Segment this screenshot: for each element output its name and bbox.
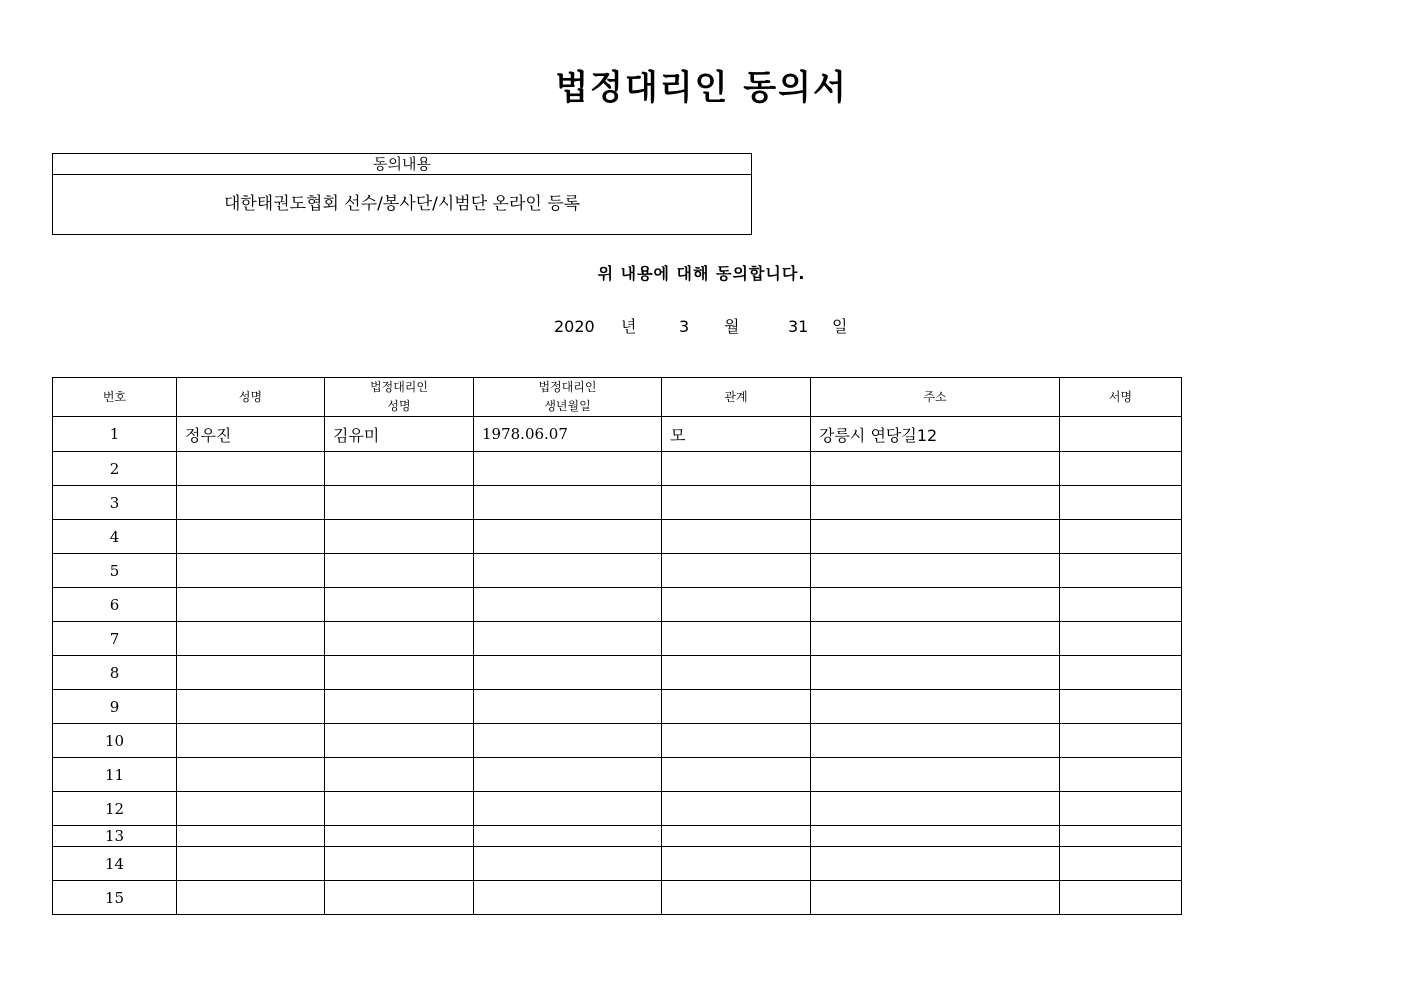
cell-signature bbox=[1060, 452, 1182, 486]
cell-guardian-name bbox=[325, 847, 474, 881]
cell-address bbox=[811, 656, 1060, 690]
cell-guardian-name bbox=[325, 554, 474, 588]
consent-header: 동의내용 bbox=[53, 154, 751, 175]
cell-no: 13 bbox=[53, 826, 177, 847]
cell-guardian-name bbox=[325, 826, 474, 847]
cell-address bbox=[811, 452, 1060, 486]
guardian-table bbox=[52, 377, 1182, 915]
cell-guardian-name bbox=[325, 656, 474, 690]
cell-name bbox=[177, 520, 325, 554]
cell-name bbox=[177, 656, 325, 690]
cell-name bbox=[177, 847, 325, 881]
cell-signature bbox=[1060, 690, 1182, 724]
cell-name bbox=[177, 792, 325, 826]
cell-guardian-birth bbox=[474, 520, 662, 554]
cell-no: 9 bbox=[53, 690, 177, 724]
cell-relation bbox=[662, 520, 811, 554]
table-row bbox=[53, 417, 1182, 452]
cell-name bbox=[177, 881, 325, 915]
cell-guardian-name bbox=[325, 486, 474, 520]
header-guardian-birth-line1: 법정대리인 bbox=[538, 380, 597, 394]
cell-signature bbox=[1060, 847, 1182, 881]
cell-relation bbox=[662, 690, 811, 724]
header-guardian-birth-line2: 생년월일 bbox=[544, 399, 591, 413]
header-name: 성명 bbox=[177, 378, 325, 417]
cell-address bbox=[811, 520, 1060, 554]
cell-name bbox=[177, 690, 325, 724]
cell-signature bbox=[1060, 554, 1182, 588]
cell-relation bbox=[662, 588, 811, 622]
cell-no: 3 bbox=[53, 486, 177, 520]
table-row bbox=[53, 847, 1182, 881]
cell-no: 2 bbox=[53, 452, 177, 486]
cell-no: 15 bbox=[53, 881, 177, 915]
cell-guardian-name bbox=[325, 690, 474, 724]
table-row bbox=[53, 656, 1182, 690]
cell-relation bbox=[662, 847, 811, 881]
cell-name bbox=[177, 758, 325, 792]
cell-name bbox=[177, 724, 325, 758]
cell-relation bbox=[662, 486, 811, 520]
table-row bbox=[53, 520, 1182, 554]
cell-relation bbox=[662, 792, 811, 826]
cell-relation bbox=[662, 656, 811, 690]
cell-address bbox=[811, 826, 1060, 847]
cell-signature bbox=[1060, 656, 1182, 690]
cell-relation: 모 bbox=[662, 417, 811, 452]
table-row bbox=[53, 758, 1182, 792]
cell-address bbox=[811, 690, 1060, 724]
cell-address: 강릉시 연당길12 bbox=[811, 417, 1060, 452]
cell-guardian-birth bbox=[474, 588, 662, 622]
cell-address bbox=[811, 588, 1060, 622]
table-row bbox=[53, 588, 1182, 622]
cell-guardian-birth: 1978.06.07 bbox=[474, 417, 662, 452]
table-row bbox=[53, 452, 1182, 486]
cell-signature bbox=[1060, 792, 1182, 826]
table-row bbox=[53, 690, 1182, 724]
header-guardian-name-line1: 법정대리인 bbox=[370, 380, 428, 394]
cell-guardian-birth bbox=[474, 486, 662, 520]
cell-guardian-birth bbox=[474, 690, 662, 724]
cell-name bbox=[177, 588, 325, 622]
table-row bbox=[53, 486, 1182, 520]
cell-guardian-birth bbox=[474, 656, 662, 690]
cell-guardian-birth bbox=[474, 554, 662, 588]
header-no: 번호 bbox=[53, 378, 177, 417]
cell-no: 14 bbox=[53, 847, 177, 881]
cell-guardian-birth bbox=[474, 724, 662, 758]
cell-address bbox=[811, 792, 1060, 826]
cell-no: 10 bbox=[53, 724, 177, 758]
cell-name bbox=[177, 826, 325, 847]
header-address: 주소 bbox=[811, 378, 1060, 417]
cell-no: 8 bbox=[53, 656, 177, 690]
cell-relation bbox=[662, 881, 811, 915]
cell-relation bbox=[662, 622, 811, 656]
cell-guardian-name bbox=[325, 881, 474, 915]
cell-signature bbox=[1060, 417, 1182, 452]
cell-name bbox=[177, 622, 325, 656]
cell-signature bbox=[1060, 622, 1182, 656]
cell-no: 6 bbox=[53, 588, 177, 622]
cell-signature bbox=[1060, 826, 1182, 847]
cell-guardian-birth bbox=[474, 792, 662, 826]
cell-signature bbox=[1060, 588, 1182, 622]
cell-no: 12 bbox=[53, 792, 177, 826]
cell-guardian-name bbox=[325, 520, 474, 554]
cell-signature bbox=[1060, 881, 1182, 915]
date-day-unit: 일 bbox=[832, 317, 848, 336]
cell-guardian-name bbox=[325, 622, 474, 656]
consent-content: 대한태권도협회 선수/봉사단/시범단 온라인 등록 bbox=[223, 194, 581, 214]
cell-signature bbox=[1060, 520, 1182, 554]
table-row bbox=[53, 622, 1182, 656]
cell-guardian-birth bbox=[474, 452, 662, 486]
cell-guardian-birth bbox=[474, 758, 662, 792]
cell-guardian-birth bbox=[474, 881, 662, 915]
cell-signature bbox=[1060, 486, 1182, 520]
cell-name: 정우진 bbox=[177, 417, 325, 452]
cell-no: 4 bbox=[53, 520, 177, 554]
cell-no: 1 bbox=[53, 417, 177, 452]
date-year: 2020 bbox=[554, 317, 595, 336]
cell-no: 11 bbox=[53, 758, 177, 792]
header-guardian-birth bbox=[474, 378, 662, 417]
cell-address bbox=[811, 758, 1060, 792]
cell-no: 5 bbox=[53, 554, 177, 588]
table-header-row bbox=[53, 378, 1182, 417]
cell-address bbox=[811, 622, 1060, 656]
cell-address bbox=[811, 724, 1060, 758]
date-month: 3 bbox=[679, 317, 690, 336]
cell-relation bbox=[662, 758, 811, 792]
cell-guardian-birth bbox=[474, 847, 662, 881]
cell-guardian-birth bbox=[474, 622, 662, 656]
header-guardian-name-line2: 성명 bbox=[387, 399, 411, 413]
date-day: 31 bbox=[788, 317, 809, 336]
cell-address bbox=[811, 486, 1060, 520]
cell-relation bbox=[662, 826, 811, 847]
cell-name bbox=[177, 452, 325, 486]
cell-address bbox=[811, 847, 1060, 881]
table-row bbox=[53, 724, 1182, 758]
document-title: 법정대리인 동의서 bbox=[555, 68, 848, 108]
table-row bbox=[53, 554, 1182, 588]
cell-guardian-name bbox=[325, 724, 474, 758]
table-row bbox=[53, 826, 1182, 847]
date-year-unit: 년 bbox=[621, 317, 637, 336]
table-row bbox=[53, 881, 1182, 915]
cell-guardian-name: 김유미 bbox=[325, 417, 474, 452]
cell-name bbox=[177, 486, 325, 520]
cell-relation bbox=[662, 554, 811, 588]
cell-guardian-birth bbox=[474, 826, 662, 847]
cell-guardian-name bbox=[325, 452, 474, 486]
cell-relation bbox=[662, 724, 811, 758]
cell-relation bbox=[662, 452, 811, 486]
cell-address bbox=[811, 554, 1060, 588]
consent-box bbox=[52, 153, 752, 235]
date-month-unit: 월 bbox=[724, 317, 740, 336]
cell-signature bbox=[1060, 758, 1182, 792]
table-row bbox=[53, 792, 1182, 826]
cell-signature bbox=[1060, 724, 1182, 758]
cell-guardian-name bbox=[325, 588, 474, 622]
agreement-statement: 위 내용에 대해 동의합니다. bbox=[597, 264, 806, 283]
header-relation: 관계 bbox=[662, 378, 811, 417]
cell-name bbox=[177, 554, 325, 588]
header-guardian-name bbox=[325, 378, 474, 417]
cell-no: 7 bbox=[53, 622, 177, 656]
header-signature: 서명 bbox=[1060, 378, 1182, 417]
cell-guardian-name bbox=[325, 792, 474, 826]
cell-address bbox=[811, 881, 1060, 915]
cell-guardian-name bbox=[325, 758, 474, 792]
